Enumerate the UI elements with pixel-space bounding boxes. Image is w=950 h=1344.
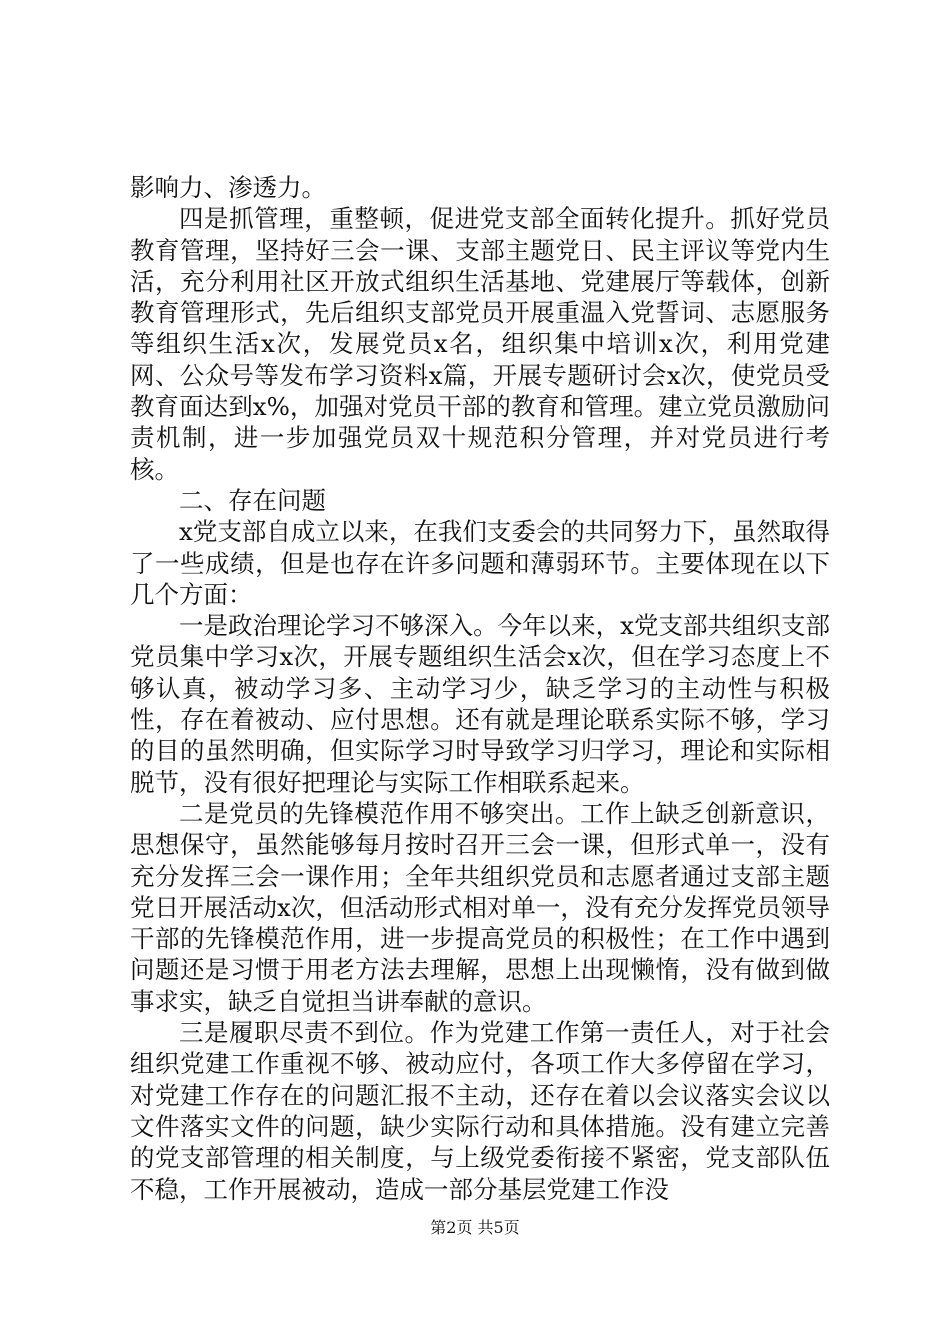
paragraph-problem-one: 一是政治理论学习不够深入。今年以来，x党支部共组织支部党员集中学习x次，开展专题组织生活会x次，但在学习态度上不够认真，被动学习多、主动学习少，缺乏学习的主动性与积极性，存在着被动、应付思想。还有就是理论联系实际不够，学习的目的虽然明确，但实际学习时导致学习归学习，理论和实际相脱节，没有很好把理论与实际工作相联系起来。 — [130, 611, 830, 797]
paragraph-continuation: 影响力、渗透力。 — [130, 173, 326, 202]
document-body — [130, 172, 830, 1205]
paragraph-intro: x党支部自成立以来，在我们支委会的共同努力下，虽然取得了一些成绩，但是也存在许多问题和薄弱环节。主要体现在以下几个方面： — [130, 517, 830, 609]
paragraph-problem-three: 三是履职尽责不到位。作为党建工作第一责任人，对于社会组织党建工作重视不够、被动应付，各项工作大多停留在学习，对党建工作存在的问题汇报不主动，还存在着以会议落实会议以文件落实文件的问题，缺少实际行动和具体措施。没有建立完善的党支部管理的相关制度，与上级党委衔接不紧密，党支部队伍不稳，工作开展被动，造成一部分基层党建工作没 — [130, 1018, 830, 1204]
page-number-footer: 第2页 共5页 — [430, 1218, 520, 1237]
paragraph-problem-two: 二是党员的先锋模范作用不够突出。工作上缺乏创新意识，思想保守，虽然能够每月按时召开三会一课，但形式单一，没有充分发挥三会一课作用；全年共组织党员和志愿者通过支部主题党日开展活动x次，但活动形式相对单一，没有充分发挥党员领导干部的先锋模范作用，进一步提高党员的积极性；在工作中遇到问题还是习惯于用老方法去理解，思想上出现懒惰，没有做到做事求实，缺乏自觉担当讲奉献的意识。 — [130, 798, 830, 1016]
section-heading: 二、存在问题 — [179, 485, 326, 515]
paragraph-item-four: 四是抓管理，重整顿，促进党支部全面转化提升。抓好党员教育管理，坚持好三会一课、支部主题党日、民主评议等党内生活，充分利用社区开放式组织生活基地、党建展厅等载体，创新教育管理形式，先后组织支部党员开展重温入党誓词、志愿服务等组织生活x次，发展党员x名，组织集中培训x次，利用党建网、公众号等发布学习资料x篇，开展专题研讨会x次，使党员受教育面达到x%，加强对党员干部的教育和管理。建立党员激励问责机制，进一步加强党员双十规范积分管理，并对党员进行考核。 — [130, 204, 830, 484]
